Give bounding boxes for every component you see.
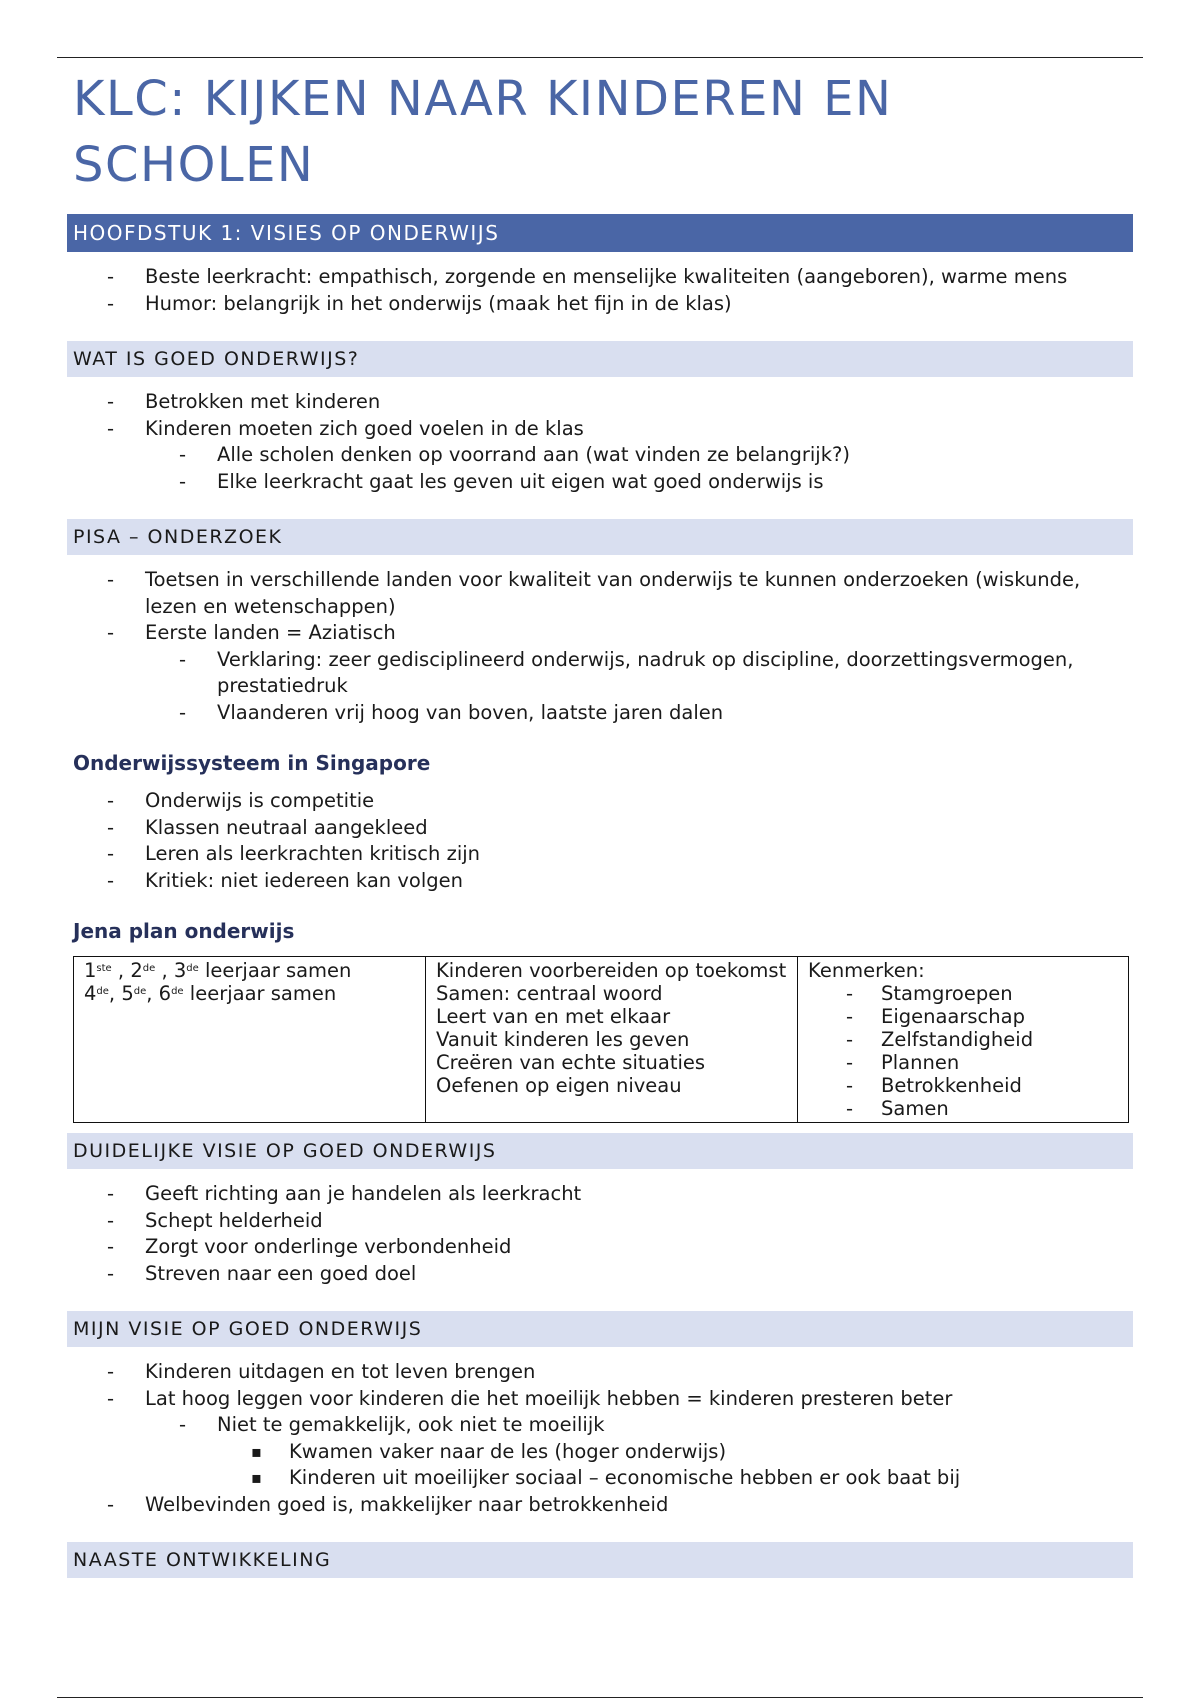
jena-cell-kenmerken (798, 957, 1129, 1123)
ordinal: de (133, 986, 147, 997)
pisa-list (67, 567, 1133, 726)
ordinal: ste (96, 963, 112, 974)
list-item: - Lat hoog leggen voor kinderen die het moeilijk hebben = kinderen presteren beter (67, 1386, 1133, 1413)
list-item: - Betrokken met kinderen (67, 389, 1133, 416)
number: 3 (173, 959, 187, 982)
principe-line: Creëren van echte situaties (436, 1051, 706, 1074)
list-item: - Kinderen moeten zich goed voelen in de klas (67, 416, 1133, 443)
kenmerk-item: - Eigenaarschap (808, 1005, 1118, 1028)
kenmerk-item: - Samen (808, 1097, 1118, 1120)
principe-line: Kinderen voorbereiden op toekomst (436, 959, 787, 982)
section-heading-pisa: PISA – ONDERZOEK (67, 519, 1133, 555)
list-subsubitem: ▪ Kwamen vaker naar de les (hoger onderwijs) (67, 1439, 1133, 1466)
list-item: - Leren als leerkrachten kritisch zijn (67, 841, 1133, 868)
chapter-heading: HOOFDSTUK 1: VISIES OP ONDERWIJS (67, 214, 1133, 252)
principe-line: Vanuit kinderen les geven (436, 1028, 690, 1051)
duidelijke-visie-list (67, 1181, 1133, 1287)
list-subitem: - Niet te gemakkelijk, ook niet te moeilijk (67, 1412, 1133, 1439)
document-title: KLC: KIJKEN NAAR KINDEREN EN SCHOLEN (73, 71, 893, 193)
list-item: - Eerste landen = Aziatisch (67, 620, 1133, 647)
number: 6 (158, 982, 172, 1005)
bottom-rule (57, 1697, 1143, 1698)
number: 4 (84, 982, 97, 1005)
leerjaar-line: 1ste , 2de , 3de leerjaar samen (84, 959, 352, 982)
leerjaar-text: leerjaar samen (204, 959, 352, 982)
kenmerk-item: - Stamgroepen (808, 982, 1118, 1005)
number: 1 (84, 959, 97, 982)
kenmerken-label: Kenmerken: (808, 959, 925, 982)
list-item: - Onderwijs is competitie (67, 788, 1133, 815)
kenmerk-item: - Plannen (808, 1051, 1118, 1074)
list-item: - Kritiek: niet iedereen kan volgen (67, 868, 1133, 895)
ordinal: de (186, 963, 199, 974)
ordinal: de (96, 986, 109, 997)
document-body (67, 66, 1133, 1578)
list-item: - Zorgt voor onderlinge verbondenheid (67, 1234, 1133, 1261)
subheading-singapore: Onderwijssysteem in Singapore (73, 751, 431, 775)
singapore-list (67, 788, 1133, 894)
top-rule (57, 57, 1143, 58)
ordinal: de (142, 963, 156, 974)
leerjaar-line: 4de, 5de, 6de leerjaar samen (84, 982, 337, 1005)
list-subitem: - Alle scholen denken op voorrand aan (wat vinden ze belangrijk?) (67, 442, 1133, 469)
chapter-intro-list (67, 264, 1133, 317)
principe-line: Oefenen op eigen niveau (436, 1074, 682, 1097)
mijn-visie-list (67, 1359, 1133, 1518)
section-heading-goed-onderwijs: WAT IS GOED ONDERWIJS? (67, 341, 1133, 377)
kenmerk-item: - Zelfstandigheid (808, 1028, 1118, 1051)
ordinal: de (171, 986, 184, 997)
section-heading-duidelijke-visie: DUIDELIJKE VISIE OP GOED ONDERWIJS (67, 1133, 1133, 1169)
subheading-jena: Jena plan onderwijs (73, 919, 295, 943)
list-item: - Humor: belangrijk in het onderwijs (maak het fijn in de klas) (67, 291, 1133, 318)
jena-cell-leerjaren (74, 957, 426, 1123)
list-item: - Welbevinden goed is, makkelijker naar betrokkenheid (67, 1492, 1133, 1519)
list-item: - Schept helderheid (67, 1208, 1133, 1235)
kenmerk-item: - Betrokkenheid (808, 1074, 1118, 1097)
goed-onderwijs-list (67, 389, 1133, 495)
list-item: - Klassen neutraal aangekleed (67, 815, 1133, 842)
section-heading-mijn-visie: MIJN VISIE OP GOED ONDERWIJS (67, 1311, 1133, 1347)
principe-line: Leert van en met elkaar (436, 1005, 671, 1028)
list-subsubitem: ▪ Kinderen uit moeilijker sociaal – economische hebben er ook baat bij (67, 1465, 1133, 1492)
list-subitem: - Elke leerkracht gaat les geven uit eigen wat goed onderwijs is (67, 469, 1133, 496)
list-item: - Beste leerkracht: empathisch, zorgende en menselijke kwaliteiten (aangeboren), warme mens (67, 264, 1133, 291)
section-heading-naaste-ontwikkeling: NAASTE ONTWIKKELING (67, 1542, 1133, 1578)
list-subitem: - Verklaring: zeer gedisciplineerd onderwijs, nadruk op discipline, doorzettingsvermogen, prestatiedruk (67, 647, 1133, 700)
list-item: - Kinderen uitdagen en tot leven brengen (67, 1359, 1133, 1386)
number: 2 (130, 959, 143, 982)
leerjaar-text: leerjaar samen (189, 982, 337, 1005)
list-item: - Toetsen in verschillende landen voor kwaliteit van onderwijs te kunnen onderzoeken (wiskunde, lezen en wetenschappen) (67, 567, 1133, 620)
list-subitem: - Vlaanderen vrij hoog van boven, laatste jaren dalen (67, 700, 1133, 727)
principe-line: Samen: centraal woord (436, 982, 663, 1005)
jena-table (73, 956, 1129, 1123)
list-item: - Geeft richting aan je handelen als leerkracht (67, 1181, 1133, 1208)
number: 5 (121, 982, 134, 1005)
table-row (74, 957, 1129, 1123)
list-item: - Streven naar een goed doel (67, 1261, 1133, 1288)
jena-cell-principes (426, 957, 798, 1123)
